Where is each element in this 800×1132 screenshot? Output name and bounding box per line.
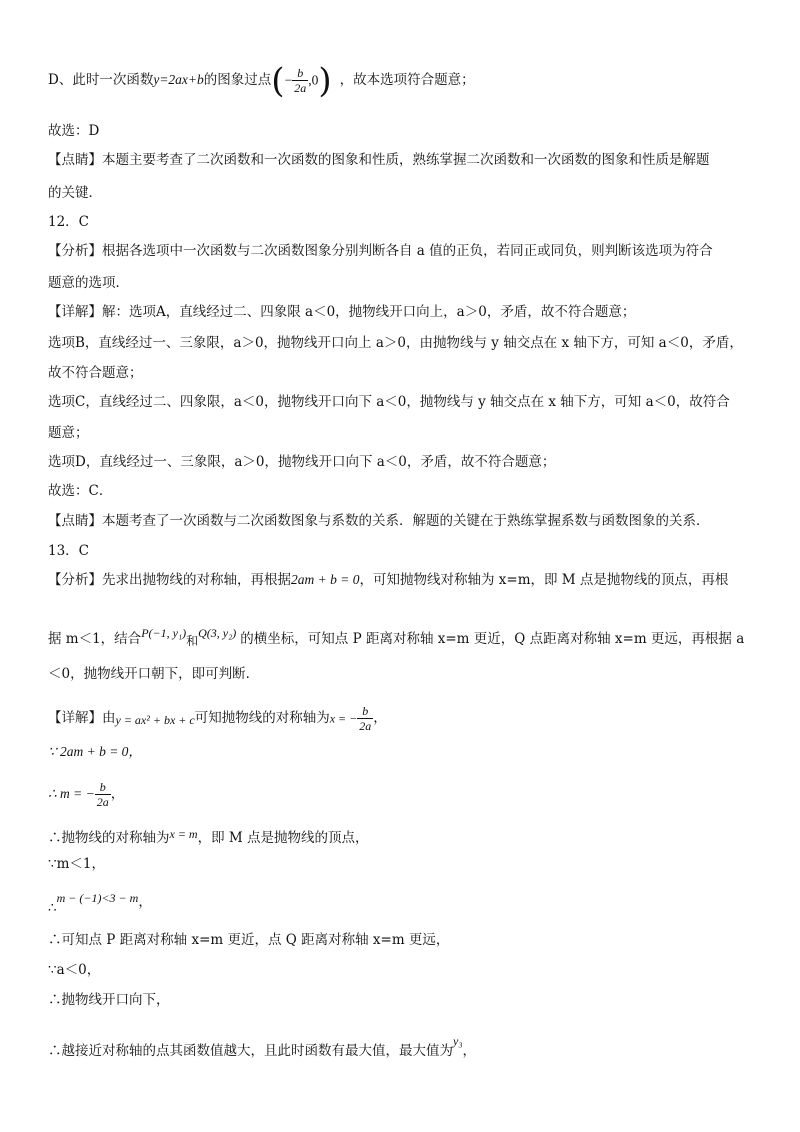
text-segment: ，: [373, 710, 387, 726]
fraction-denominator: 2a: [359, 719, 372, 733]
detail-line: [48, 698, 387, 738]
therefore-symbol: ∴: [48, 900, 57, 916]
text-line: 故不符合题意；: [48, 365, 143, 381]
text-segment: ，: [110, 786, 125, 802]
left-paren: (: [271, 60, 285, 101]
text-line: 故选：C．: [48, 483, 113, 499]
question-number: 12．C: [48, 214, 90, 230]
text-segment: 可知抛物线的对称轴为: [194, 710, 330, 726]
minus-sign: −: [284, 72, 293, 88]
text-segment: 和: [186, 634, 199, 648]
text-segment: 【详解】由: [48, 710, 116, 726]
fraction-b-over-2a: [292, 66, 308, 95]
text-segment: 的横坐标，可知点 P 距离对称轴 x=m 更近，Q 点距离对称轴 x=m 更远，再根据 a: [240, 631, 745, 647]
text-line: 【分析】根据各选项中一次函数与二次函数图象分别判断各自 a 值的正负，若同正或同负，则判断该选项为符合: [48, 243, 713, 259]
text-line: 【点睛】本题主要考查了二次函数和一次函数的图象和性质，熟练掌握二次函数和一次函数的图象和性质是解题: [48, 152, 710, 168]
max-value-formula: y₃: [453, 1034, 463, 1048]
text-line: ∵m＜1，: [48, 856, 105, 872]
text-segment: D、此时一次函数: [48, 72, 154, 88]
text-line: ∴可知点 P 距离对称轴 x=m 更近，点 Q 距离对称轴 x=m 更远，: [48, 932, 450, 948]
text-line: 题意；: [48, 425, 89, 441]
fraction-b-over-2a: [95, 780, 111, 809]
formula: ∴ m = −: [48, 786, 95, 801]
text-segment: ∴越接近对称轴的点其函数值越大，且此时函数有最大值，最大值为: [48, 1043, 453, 1059]
detail-line: [48, 824, 369, 848]
formula-line: [48, 882, 152, 914]
fraction-numerator: b: [357, 704, 373, 719]
text-segment: ，故本选项符合题意；: [339, 72, 475, 88]
fraction-denominator: 2a: [294, 81, 307, 95]
point-p-formula: P(−1, y₁): [141, 626, 187, 640]
text-line: 选项D，直线经过一、三象限，a＞0，抛物线开口向下 a＜0，矛盾，故不符合题意；: [48, 454, 556, 470]
text-line: 【详解】解：选项A，直线经过二、四象限 a＜0，抛物线开口向上，a＞0，矛盾，故不符合题意；: [48, 304, 636, 320]
text-line: 选项C，直线经过二、四象限，a＜0，抛物线开口向下 a＜0，抛物线与 y 轴交点在 x 轴下方，可知 a＜0，故符合: [48, 394, 730, 410]
fraction-numerator: b: [95, 780, 111, 795]
text-segment: ，即 M 点是抛物线的顶点，: [197, 830, 369, 846]
text-line: ∵a＜0，: [48, 962, 101, 978]
formula-line: [48, 774, 124, 814]
text-line: ＜0，抛物线开口朝下，即可判断．: [48, 666, 260, 682]
option-d-line: [48, 58, 475, 102]
formula: 2am + b = 0: [291, 572, 360, 587]
formula: x = −: [329, 711, 358, 726]
text-segment: 【分析】先求出抛物线的对称轴，再根据: [48, 572, 291, 588]
analysis-line: [48, 618, 744, 648]
text-segment: ，: [138, 894, 152, 910]
formula-line: ∵ 2am + b = 0，: [48, 744, 142, 759]
text-segment: ，可知抛物线对称轴为 x=m，即 M 点是抛物线的顶点，再根: [359, 572, 729, 588]
inequality-formula: m − (−1)<3 − m: [56, 891, 139, 905]
text-line: 【点睛】本题考查了一次函数与二次函数图象与系数的关系．解题的关键在于熟练掌握系数与函数图象的关系．: [48, 513, 710, 529]
fraction-numerator: b: [292, 66, 308, 81]
question-number: 13．C: [48, 543, 90, 559]
text-line: 的关键．: [48, 185, 102, 201]
text-segment: ，: [462, 1043, 476, 1059]
right-paren: ): [318, 60, 332, 101]
text-line: 故选：D: [48, 123, 100, 139]
text-segment: 据 m＜1，结合: [48, 631, 142, 647]
text-line: ∴抛物线开口向下，: [48, 992, 170, 1008]
text-line: 选项B，直线经过一、三象限，a＞0，抛物线开口向上 a＞0，由抛物线与 y 轴交点在 x 轴下方，可知 a＜0，矛盾，: [48, 335, 743, 351]
quadratic-formula: y = ax² + bx + c: [115, 713, 195, 727]
comma-zero: ,0: [308, 72, 319, 88]
text-segment: ∴抛物线的对称轴为: [48, 830, 170, 846]
text-line: 题意的选项．: [48, 275, 129, 291]
linear-function-formula: y=2ax+b: [153, 72, 204, 87]
analysis-line: [48, 570, 728, 590]
detail-line: [48, 1026, 476, 1059]
text-segment: 的图象过点: [203, 72, 272, 88]
formula: x = m: [169, 827, 198, 841]
point-q-formula: Q(3, y₂): [198, 626, 237, 640]
fraction-b-over-2a: [357, 704, 373, 733]
fraction-denominator: 2a: [96, 795, 109, 809]
